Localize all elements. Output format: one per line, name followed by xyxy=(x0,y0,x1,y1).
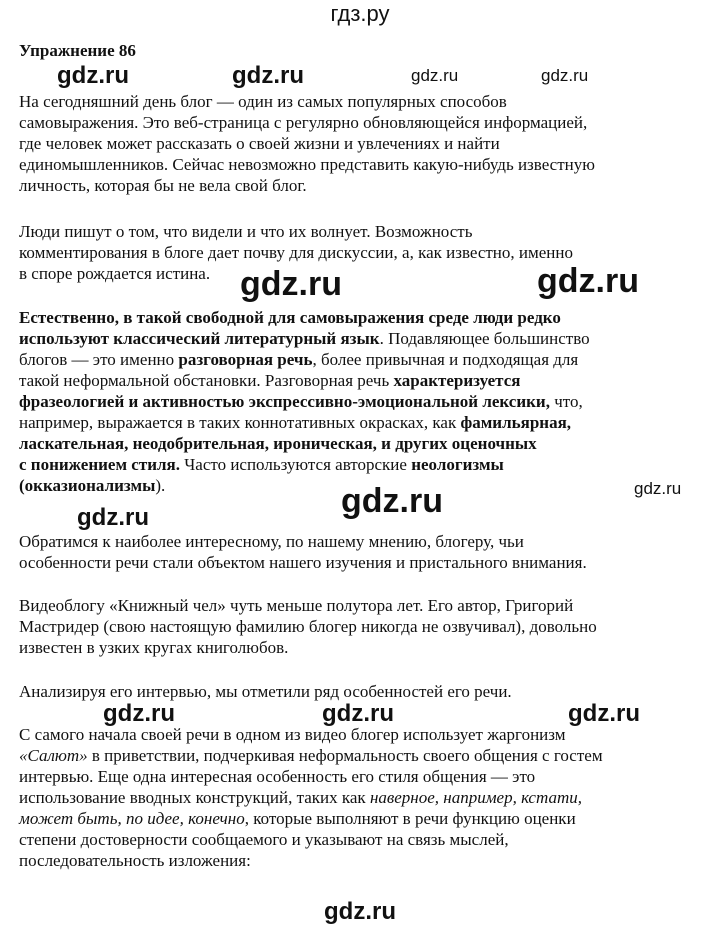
watermark: gdz.ru xyxy=(634,479,682,498)
text: ). xyxy=(155,476,166,495)
text-line: где человек может рассказать о своей жизни и увлечениях и найти xyxy=(19,134,500,153)
text-line: Люди пишут о том, что видели и что их волнует. Возможность xyxy=(19,222,473,241)
bold-text: с понижением стиля. xyxy=(19,455,180,474)
bold-text: (окказионализмы xyxy=(19,476,156,495)
text-line: особенности речи стали объектом нашего изучения и пристального внимания. xyxy=(19,553,587,572)
watermark: gdz.ru xyxy=(568,700,640,727)
watermark: gdz.ru xyxy=(411,66,459,85)
watermark: gdz.ru xyxy=(341,482,443,520)
text: . Подавляющее большинство xyxy=(379,329,590,348)
bold-text: ласкательная, неодобрительная, ироническая, и других оценочных xyxy=(19,434,537,453)
text: что, xyxy=(549,392,583,411)
text: использование вводных конструкций, таких как xyxy=(19,788,370,807)
text: Часто используются авторские xyxy=(179,455,412,474)
bold-text: неологизмы xyxy=(411,455,504,474)
text-line: На сегодняшний день блог — один из самых популярных способов xyxy=(19,92,507,111)
text-line: Мастридер (свою настоящую фамилию блогер никогда не озвучивал), довольно xyxy=(19,617,597,636)
text-line: последовательность изложения: xyxy=(19,851,251,870)
paragraph-2 xyxy=(19,221,709,284)
watermark: gdz.ru xyxy=(103,700,175,727)
text: такой неформальной обстановки. Разговорная речь xyxy=(19,371,394,390)
text: блогов — это именно xyxy=(19,350,179,369)
text-line: интервью. Еще одна интересная особенность его стиля общения — это xyxy=(19,767,536,786)
watermark: gdz.ru xyxy=(537,262,639,300)
text: , которые выполняют в речи функцию оценки xyxy=(244,809,576,828)
italic-text: может быть, по идее, конечно xyxy=(19,809,245,828)
watermark: gdz.ru xyxy=(240,265,342,303)
text-line: личность, которая бы не вела свой блог. xyxy=(19,176,307,195)
watermark: gdz.ru xyxy=(77,504,149,531)
text-line: комментирования в блоге дает почву для дискуссии, а, как известно, именно xyxy=(19,243,574,262)
text-line: единомышленников. Сейчас невозможно представить какую-нибудь известную xyxy=(19,155,595,174)
watermark: gdz.ru xyxy=(541,66,589,85)
bold-text: фразеологией и активностью экспрессивно-эмоциональной лексики, xyxy=(19,392,550,411)
text-line: С самого начала своей речи в одном из видео блогер использует жаргонизм xyxy=(19,725,566,744)
watermark: gdz.ru xyxy=(232,62,304,89)
text: например, выражается в таких коннотативных окрасках, как xyxy=(19,413,461,432)
paragraph-1 xyxy=(19,91,709,196)
bold-text: фамильярная, xyxy=(460,413,572,432)
footer-watermark: gdz.ru xyxy=(324,898,396,925)
site-header: гдз.ру xyxy=(330,1,390,26)
text-line: известен в узких кругах книголюбов. xyxy=(19,638,289,657)
paragraph-5 xyxy=(19,595,709,658)
text-line: самовыражения. Это веб-страница с регулярно обновляющейся информацией, xyxy=(19,113,588,132)
text-line: Анализируя его интервью, мы отметили ряд особенностей его речи. xyxy=(19,682,512,701)
bold-text: Естественно, в такой свободной для самовыражения среде люди редко xyxy=(19,308,561,327)
text-line: Обратимся к наиболее интересному, по нашему мнению, блогеру, чьи xyxy=(19,532,524,551)
text-line: в споре рождается истина. xyxy=(19,264,211,283)
bold-text: характеризуется xyxy=(393,371,521,390)
text: в приветствии, подчеркивая неформальность своего общения с гостем xyxy=(87,746,603,765)
watermark: gdz.ru xyxy=(322,700,394,727)
text: , более привычная и подходящая для xyxy=(312,350,579,369)
paragraph-3 xyxy=(19,307,709,496)
exercise-title: Упражнение 86 xyxy=(19,41,136,60)
watermark: gdz.ru xyxy=(57,62,129,89)
paragraph-7 xyxy=(19,724,709,871)
text-line: степени достоверности сообщаемого и указывают на связь мыслей, xyxy=(19,830,509,849)
bold-text: используют классический литературный язык xyxy=(19,329,380,348)
paragraph-4 xyxy=(19,531,709,573)
text-line: Видеоблогу «Книжный чел» чуть меньше полутора лет. Его автор, Григорий xyxy=(19,596,574,615)
italic-text: «Салют» xyxy=(19,746,88,765)
bold-text: разговорная речь xyxy=(178,350,313,369)
italic-text: наверное, например, кстати, xyxy=(369,788,582,807)
paragraph-6 xyxy=(19,681,709,702)
